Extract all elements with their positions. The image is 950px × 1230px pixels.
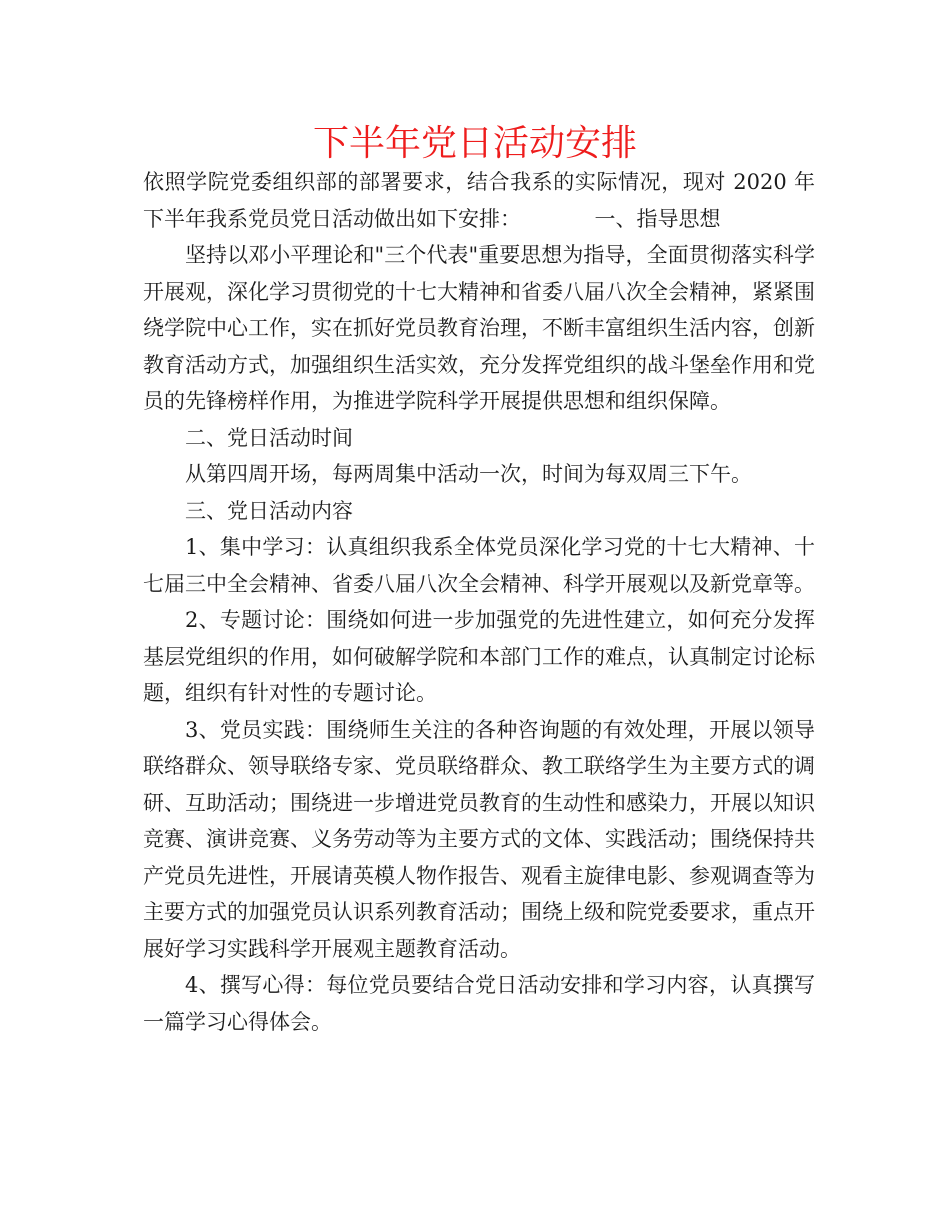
activity-time-paragraph: 从第四周开场，每两周集中活动一次，时间为每双周三下午。 [185, 462, 752, 486]
content-item-practice: 3、党员实践：围绕师生关注的各种咨询题的有效处理，开展以领导联络群众、领导联络专家、党员联络群众、教工联络学生为主要方式的调研、互助活动；围绕进一步增进党员教育的生动性和感染力，开展以知识竞赛、演讲竞赛、义务劳动等为主要方式的文体、实践活动；围绕保持共产党员先进性，开展请英模人物作报告、观看主旋律电影、参观调查等为主要方式的加强党员认识系列教育活动；围绕上级和院党委要求，重点开展好学习实践科学开展观主题教育活动。 [143, 717, 815, 961]
content-item-discussion: 2、专题讨论：围绕如何进一步加强党的先进性建立，如何充分发挥基层党组织的作用，如何破解学院和本部门工作的难点，认真制定讨论标题，组织有针对性的专题讨论。 [143, 608, 815, 705]
guiding-thought-paragraph: 坚持以邓小平理论和"三个代表"重要思想为指导，全面贯彻落实科学开展观，深化学习贯彻党的十七大精神和省委八届八次全会精神，紧紧围绕学院中心工作，实在抓好党员教育治理，不断丰富组织生活内容，创新教育活动方式，加强组织生活实效，充分发挥党组织的战斗堡垒作用和党员的先锋榜样作用，为推进学院科学开展提供思想和组织保障。 [143, 243, 815, 413]
section-heading-content: 三、党日活动内容 [185, 498, 353, 523]
content-item-reflection: 4、撰写心得：每位党员要结合党日活动安排和学习内容，认真撰写一篇学习心得体会。 [143, 973, 815, 1034]
intro-paragraph: 依照学院党委组织部的部署要求，结合我系的实际情况，现对 2020 年下半年我系党员党日活动做出如下安排： 一、指导思想 [143, 170, 815, 231]
document-body [143, 164, 815, 1040]
content-item-study: 1、集中学习：认真组织我系全体党员深化学习党的十七大精神、十七届三中全会精神、省委八届八次全会精神、科学开展观以及新党章等。 [143, 535, 815, 596]
document-title: 下半年党日活动安排 [312, 123, 637, 164]
section-heading-time: 二、党日活动时间 [185, 425, 353, 450]
